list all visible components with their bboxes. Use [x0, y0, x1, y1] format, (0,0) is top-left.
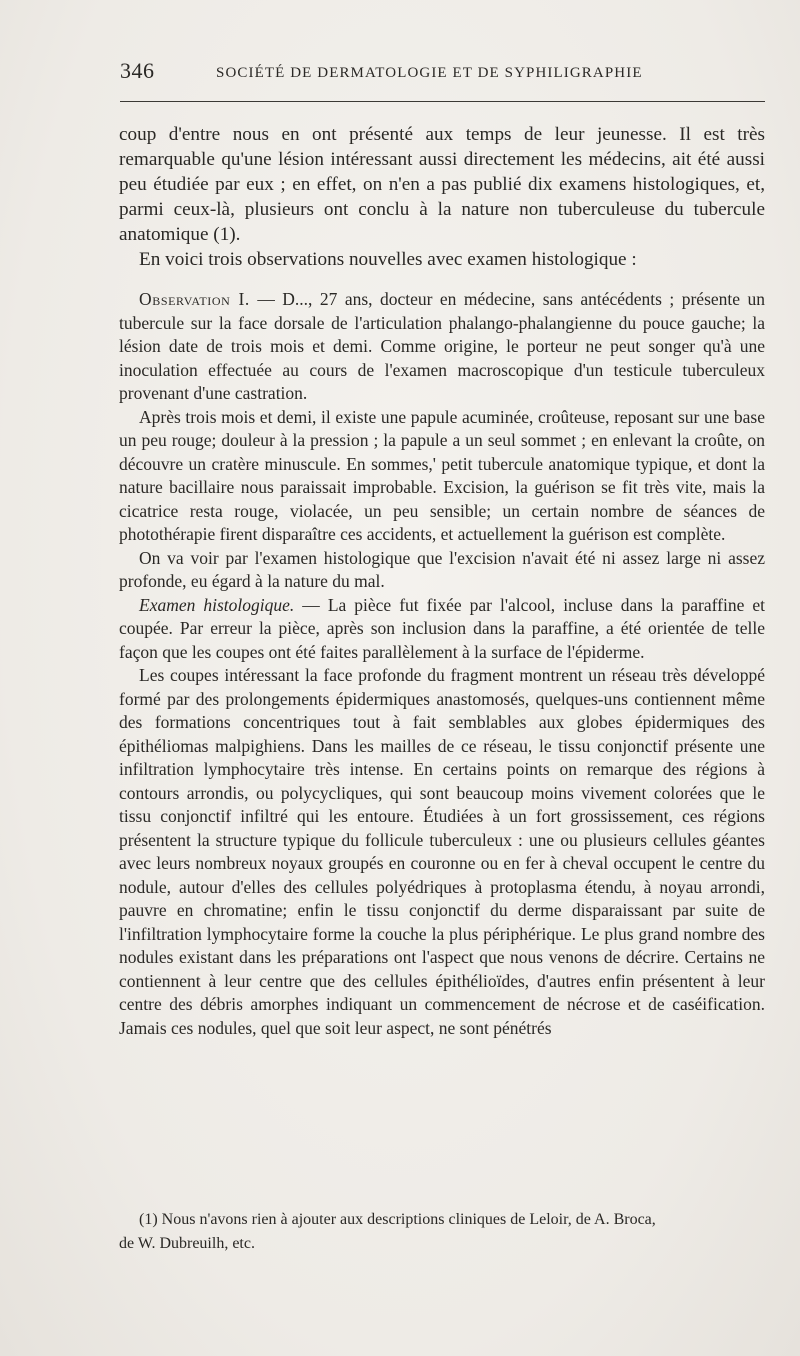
- exam-text: — La pièce fut fixée par l'alcool, incluse dans la paraffine et coupée. Par erreur la pièce, après son inclusion dans la paraffine, a été orientée de telle façon que les coupes ont été faites parallèlement à la surface de l'épiderme.: [119, 594, 765, 662]
- observation-paragraph-2: Après trois mois et demi, il existe une papule acuminée, croûteuse, reposant sur une base un peu rouge; douleur à la pression ; la papule a un seul sommet ; en enlevant la croûte, on découvre un cratère minuscule. En sommes,' petit tubercule anatomique typique, et dont la nature bacillaire nous paraissait improbable. Excision, la guérison se fit très vite, mais la cicatrice resta rouge, violacée, un peu sensible; un certain nombre de séances de photothérapie firent disparaître ces accidents, et actuellement la guérison est complète.: [119, 406, 765, 544]
- footnote: [119, 1208, 765, 1256]
- page-header: [120, 58, 765, 92]
- footnote-line-2: de W. Dubreuilh, etc.: [119, 1235, 255, 1252]
- intro-paragraph-2: En voici trois observations nouvelles avec examen histologique :: [139, 249, 637, 270]
- intro-paragraph-1: coup d'entre nous en ont présenté aux temps de leur jeunesse. Il est très remarquable qu'une lésion intéressant aussi directement les médecins, ait été aussi peu étudiée par eux ; en effet, on n'en a pas publié dix examens histologiques, et, parmi ceux-là, plusieurs ont conclu à la nature non tuberculeuse du tubercule anatomique (1).: [119, 124, 765, 245]
- exam-label: Examen histologique.: [139, 594, 295, 615]
- running-title: SOCIÉTÉ DE DERMATOLOGIE ET DE SYPHILIGRAPHIE: [216, 65, 643, 81]
- histology-paragraph: Les coupes intéressant la face profonde du fragment montrent un réseau très développé formé par des prolongements épidermiques anastomosés, quelques-uns contiennent même des formations concentriques tout à fait semblables aux globes épidermiques des épithéliomas malpighiens. Dans les mailles de ce réseau, le tissu conjonctif présente une infiltration lymphocytaire très intense. En certains points on remarque des régions à contours arrondis, ou polycycliques, qui sont beaucoup moins vivement colorées que le tissu conjonctif infiltré qui les entoure. Étudiées à un fort grossissement, ces régions présentent la structure typique du follicule tuberculeux : une ou plusieurs cellules géantes avec leurs nombreux noyaux groupés en couronne ou en fer à cheval occupent le centre du nodule, autour d'elles des cellules polyédriques à protoplasma étendu, à noyau arrondi, pauvre en chromatine; enfin le tissu conjonctif du derme disparaissant par suite de l'infiltration lymphocytaire forme la couche la plus périphérique. Le plus grand nombre des nodules existant dans les préparations ont l'aspect que nous venons de décrire. Certains ne contiennent à leur centre que des cellules épithélioïdes, d'autres enfin présentent à leur centre des débris amorphes indiquant un commencement de nécrose et de caséification. Jamais ces nodules, quel que soit leur aspect, ne sont pénétrés: [119, 665, 765, 1038]
- page-number: 346: [120, 58, 155, 83]
- observation-paragraph-3: On va voir par l'examen histologique que l'excision n'avait été ni assez large ni assez profonde, eu égard à la nature du mal.: [119, 547, 765, 591]
- observation-text: — D..., 27 ans, docteur en médecine, sans antécédents ; présente un tubercule sur la face dorsale de l'articulation phalango-phalangienne du pouce gauche; la lésion date de trois mois et demi. Comme origine, le porteur ne peut songer qu'à une inoculation effectuée au cours de l'examen macroscopique d'un testicule tuberculeux provenant d'une castration.: [119, 289, 765, 403]
- observation-label: Observation I.: [139, 289, 250, 309]
- header-rule: [120, 101, 765, 102]
- observation-paragraph-1: [119, 288, 765, 406]
- footnote-line-1: (1) Nous n'avons rien à ajouter aux descriptions cliniques de Leloir, de A. Broca,: [139, 1211, 656, 1228]
- section-gap: [119, 272, 765, 288]
- exam-paragraph: [119, 594, 765, 665]
- body-text: [119, 122, 765, 1040]
